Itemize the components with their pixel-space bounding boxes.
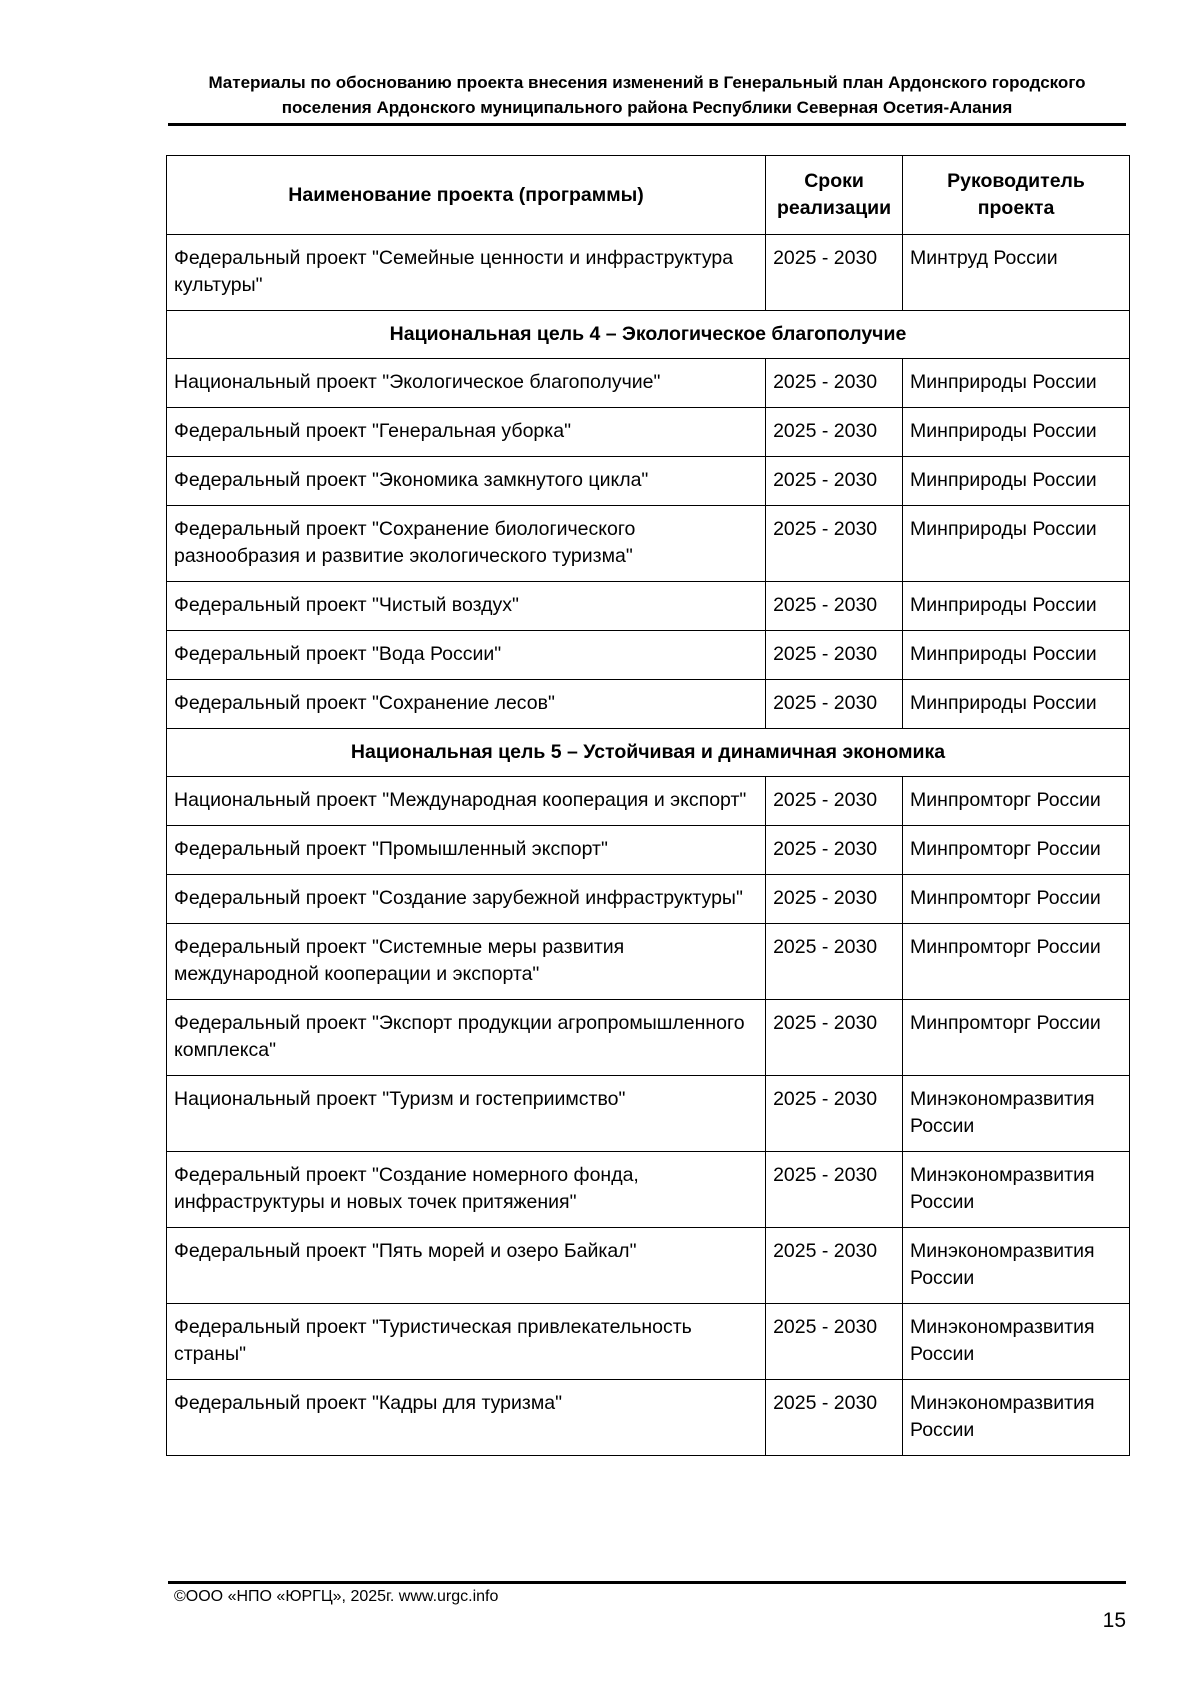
table-row bbox=[167, 680, 1130, 729]
table-row bbox=[167, 408, 1130, 457]
project-term-cell: 2025 - 2030 bbox=[766, 826, 903, 875]
table-row bbox=[167, 1228, 1130, 1304]
table-row bbox=[167, 235, 1130, 311]
project-lead-cell: Минпромторг России bbox=[903, 875, 1130, 924]
project-term-cell: 2025 - 2030 bbox=[766, 1228, 903, 1304]
project-name-cell: Федеральный проект "Пять морей и озеро Байкал" bbox=[167, 1228, 766, 1304]
project-term-cell: 2025 - 2030 bbox=[766, 1152, 903, 1228]
column-header-name: Наименование проекта (программы) bbox=[167, 156, 766, 235]
project-name-cell: Федеральный проект "Сохранение лесов" bbox=[167, 680, 766, 729]
project-lead-cell: Минпромторг России bbox=[903, 777, 1130, 826]
project-lead-cell: Минприроды России bbox=[903, 582, 1130, 631]
project-lead-cell: Минприроды России bbox=[903, 457, 1130, 506]
table-row bbox=[167, 1304, 1130, 1380]
project-lead-cell: Минприроды России bbox=[903, 506, 1130, 582]
section-title: Национальная цель 5 – Устойчивая и динамичная экономика bbox=[167, 729, 1130, 777]
project-term-cell: 2025 - 2030 bbox=[766, 1304, 903, 1380]
table-row bbox=[167, 1152, 1130, 1228]
project-term-cell: 2025 - 2030 bbox=[766, 235, 903, 311]
project-name-cell: Федеральный проект "Промышленный экспорт" bbox=[167, 826, 766, 875]
project-term-cell: 2025 - 2030 bbox=[766, 777, 903, 826]
project-lead-cell: Минпромторг России bbox=[903, 826, 1130, 875]
projects-table bbox=[166, 155, 1130, 1456]
table-row bbox=[167, 1076, 1130, 1152]
project-name-cell: Федеральный проект "Создание номерного фонда, инфраструктуры и новых точек притяжения" bbox=[167, 1152, 766, 1228]
table-row bbox=[167, 924, 1130, 1000]
document-header bbox=[168, 70, 1126, 120]
project-lead-cell: Минэкономразвития России bbox=[903, 1304, 1130, 1380]
project-term-cell: 2025 - 2030 bbox=[766, 1380, 903, 1456]
section-title: Национальная цель 4 – Экологическое благополучие bbox=[167, 311, 1130, 359]
footer-copyright: ©ООО «НПО «ЮРГЦ», 2025г. www.urgc.info bbox=[174, 1588, 499, 1605]
project-lead-cell: Минэкономразвития России bbox=[903, 1152, 1130, 1228]
project-term-cell: 2025 - 2030 bbox=[766, 1076, 903, 1152]
project-term-cell: 2025 - 2030 bbox=[766, 875, 903, 924]
section-row bbox=[167, 311, 1130, 359]
table-row bbox=[167, 1380, 1130, 1456]
project-lead-cell: Минприроды России bbox=[903, 680, 1130, 729]
project-name-cell: Федеральный проект "Создание зарубежной инфраструктуры" bbox=[167, 875, 766, 924]
project-lead-cell: Минэкономразвития России bbox=[903, 1228, 1130, 1304]
project-term-cell: 2025 - 2030 bbox=[766, 457, 903, 506]
project-name-cell: Национальный проект "Туризм и гостеприимство" bbox=[167, 1076, 766, 1152]
table-header-row bbox=[167, 156, 1130, 235]
table-row bbox=[167, 457, 1130, 506]
project-term-cell: 2025 - 2030 bbox=[766, 408, 903, 457]
project-lead-cell: Минпромторг России bbox=[903, 924, 1130, 1000]
project-term-cell: 2025 - 2030 bbox=[766, 924, 903, 1000]
project-name-cell: Национальный проект "Международная кооперация и экспорт" bbox=[167, 777, 766, 826]
project-name-cell: Национальный проект "Экологическое благополучие" bbox=[167, 359, 766, 408]
project-name-cell: Федеральный проект "Семейные ценности и инфраструктура культуры" bbox=[167, 235, 766, 311]
header-line-1: Материалы по обоснованию проекта внесения изменений в Генеральный план Ардонского городского bbox=[208, 73, 1086, 92]
project-lead-cell: Минпромторг России bbox=[903, 1000, 1130, 1076]
project-term-cell: 2025 - 2030 bbox=[766, 506, 903, 582]
table-row bbox=[167, 1000, 1130, 1076]
project-term-cell: 2025 - 2030 bbox=[766, 680, 903, 729]
table-row bbox=[167, 777, 1130, 826]
project-lead-cell: Минприроды России bbox=[903, 631, 1130, 680]
column-header-term: Сроки реализации bbox=[766, 156, 903, 235]
project-name-cell: Федеральный проект "Вода России" bbox=[167, 631, 766, 680]
table-row bbox=[167, 875, 1130, 924]
project-term-cell: 2025 - 2030 bbox=[766, 1000, 903, 1076]
header-rule bbox=[168, 123, 1126, 126]
column-header-lead: Руководитель проекта bbox=[903, 156, 1130, 235]
project-name-cell: Федеральный проект "Системные меры развития международной кооперации и экспорта" bbox=[167, 924, 766, 1000]
project-lead-cell: Минэкономразвития России bbox=[903, 1076, 1130, 1152]
table-row bbox=[167, 359, 1130, 408]
project-term-cell: 2025 - 2030 bbox=[766, 582, 903, 631]
table-row bbox=[167, 506, 1130, 582]
table-row bbox=[167, 631, 1130, 680]
project-lead-cell: Минприроды России bbox=[903, 359, 1130, 408]
project-name-cell: Федеральный проект "Генеральная уборка" bbox=[167, 408, 766, 457]
footer-rule bbox=[168, 1581, 1126, 1584]
table-row bbox=[167, 826, 1130, 875]
project-lead-cell: Минэкономразвития России bbox=[903, 1380, 1130, 1456]
project-name-cell: Федеральный проект "Кадры для туризма" bbox=[167, 1380, 766, 1456]
project-name-cell: Федеральный проект "Чистый воздух" bbox=[167, 582, 766, 631]
table-body bbox=[167, 235, 1130, 1456]
project-name-cell: Федеральный проект "Туристическая привлекательность страны" bbox=[167, 1304, 766, 1380]
project-lead-cell: Минтруд России bbox=[903, 235, 1130, 311]
project-term-cell: 2025 - 2030 bbox=[766, 631, 903, 680]
project-lead-cell: Минприроды России bbox=[903, 408, 1130, 457]
page-number: 15 bbox=[1102, 1609, 1126, 1632]
project-name-cell: Федеральный проект "Сохранение биологического разнообразия и развитие экологического туризма" bbox=[167, 506, 766, 582]
project-name-cell: Федеральный проект "Экспорт продукции агропромышленного комплекса" bbox=[167, 1000, 766, 1076]
project-term-cell: 2025 - 2030 bbox=[766, 359, 903, 408]
table-row bbox=[167, 582, 1130, 631]
section-row bbox=[167, 729, 1130, 777]
header-line-2: поселения Ардонского муниципального района Республики Северная Осетия-Алания bbox=[281, 98, 1013, 117]
project-name-cell: Федеральный проект "Экономика замкнутого цикла" bbox=[167, 457, 766, 506]
